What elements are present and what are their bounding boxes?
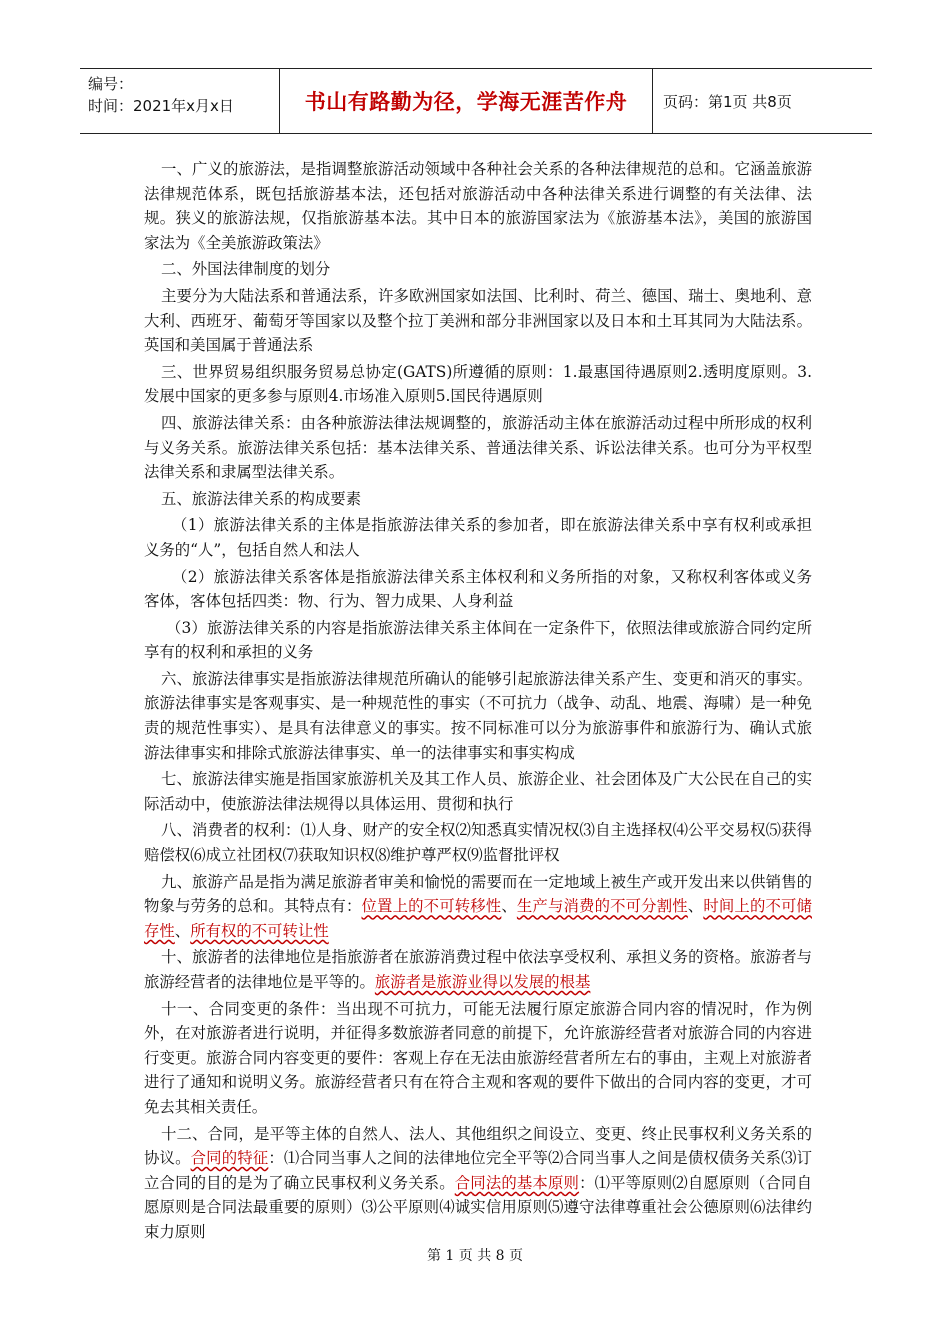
highlight-contract-law-principles: 合同法的基本原则 [454,1173,580,1192]
p13-sep-3: 、 [174,921,191,940]
header-motto: 书山有路勤为径，学海无涯苦作舟 [280,69,653,133]
paragraph-4: 三、世界贸易组织服务贸易总协定(GATS)所遵循的原则：1.最惠国待遇原则2.透明度原则。3.发展中国家的更多参与原则4.市场准入原则5.国民待遇原则 [144,362,812,406]
p14-text: 十、旅游者的法律地位是指旅游者在旅游消费过程中依法享受权利、承担义务的资格。旅游者与旅游经营者的法律地位是平等的。 [144,948,812,991]
number-label: 编号： [88,75,134,93]
paragraph-1: 一、广义的旅游法，是指调整旅游活动领域中各种社会关系的各种法律规范的总和。它涵盖旅游法律规范体系，既包括旅游基本法，还包括对旅游活动中各种法律关系进行调整的有关法律、法规。狭义的旅游法规，仅指旅游基本法。其中日本的旅游国家法为《旅游基本法》，美国的旅游国家法为《全美旅游政策法》 [144,160,812,252]
paragraph-15: 十一、合同变更的条件：当出现不可抗力，可能无法履行原定旅游合同内容的情况时，作为例外，在对旅游者进行说明，并征得多数旅游者同意的前提下，允许旅游经营者对旅游合同的内容进行变更。旅游合同内容变更的要件：客观上存在无法由旅游经营者所左右的事由，主观上对旅游者进行了通知和说明义务。旅游经营者只有在符合主观和客观的要件下做出的合同内容的变更，才可免去其相关责任。 [144,999,812,1116]
p16-text-a: 十二、合同，是平等主体的自然人、法人、其他组织之间设立、变更、终止民事权利义务关系的协议。 [144,1124,812,1168]
header-page-info: 页码：第1页 共8页 [663,92,792,111]
highlight-position-immovable: 位置上的不可转移性 [361,897,502,916]
paragraph-11: 七、旅游法律实施是指国家旅游机关及其工作人员、旅游企业、社会团体及广大公民在自己的实际活动中，使旅游法律法规得以具体运用、贯彻和执行 [144,770,812,813]
paragraph-16 [144,1122,812,1245]
header-meta [80,69,280,133]
highlight-time-unstorable: 时间上的不可储存性 [144,897,812,940]
p16-text-b: ：⑴合同当事人之间的法律地位完全平等⑵合同当事人之间是债权债务关系⑶订立合同的目的是为了确立民事权利义务关系。 [144,1149,812,1192]
paragraph-10: 六、旅游法律事实是指旅游法律规范所确认的能够引起旅游法律关系产生、变更和消灭的事实。旅游法律事实是客观事实、是一种规范性的事实（不可抗力（战争、动乱、地震、海啸）是一种免责的规范性事实）、是具有法律意义的事实。按不同标准可以分为旅游事件和旅游行为、确认式旅游法律事实和排除式旅游法律事实、单一的法律事实和事实构成 [144,669,812,762]
paragraph-13 [144,870,812,944]
p13-sep-2: 、 [687,897,704,916]
page-footer: 第 1 页 共 8 页 [426,1248,524,1264]
date-label: 时间：2021年x月x日 [88,97,234,115]
highlight-ownership-untransferable: 所有权的不可转让性 [190,921,329,940]
paragraph-12: 八、消费者的权利：⑴人身、财产的安全权⑵知悉真实情况权⑶自主选择权⑷公平交易权⑸获得赔偿权⑹成立社团权⑺获取知识权⑻维护尊严权⑼监督批评权 [144,821,812,865]
paragraph-3: 主要分为大陆法系和普通法系，许多欧洲国家如法国、比利时、荷兰、德国、瑞士、奥地利、意大利、西班牙、葡萄牙等国家以及整个拉丁美洲和部分非洲国家以及日本和土耳其同为大陆法系。英国和美国属于普通法系 [144,286,812,355]
highlight-contract-features: 合同的特征 [190,1149,269,1168]
paragraph-9: （3）旅游法律关系的内容是指旅游法律关系主体间在一定条件下，依照法律或旅游合同约定所享有的权利和承担的义务 [144,618,812,662]
paragraph-6: 五、旅游法律关系的构成要素 [161,489,362,508]
paragraph-14 [144,945,812,994]
paragraph-5: 四、旅游法律关系：由各种旅游法律法规调整的，旅游活动主体在旅游活动过程中所形成的权利与义务关系。旅游法律关系包括：基本法律关系、普通法律关系、诉讼法律关系。也可分为平权型法律关系和隶属型法律关系。 [144,413,812,482]
p13-text: 九、旅游产品是指为满足旅游者审美和愉悦的需要而在一定地域上被生产或开发出来以供销售的物象与劳务的总和。其特点有： [144,872,812,916]
p13-sep-1: 、 [501,897,517,916]
paragraph-8: （2）旅游法律关系客体是指旅游法律关系主体权利和义务所指的对象，又称权利客体或义务客体，客体包括四类：物、行为、智力成果、人身利益 [144,567,812,611]
document-body [144,157,812,1245]
highlight-tourist-foundation: 旅游者是旅游业得以发展的根基 [374,973,591,991]
p16-text-c: ：⑴平等原则⑵自愿原则（合同自愿原则是合同法最重要的原则）⑶公平原则⑷诚实信用原则⑸遵守法律尊重社会公德原则⑹法律约束力原则 [144,1173,812,1241]
paragraph-7: （1）旅游法律关系的主体是指旅游法律关系的参加者，即在旅游法律关系中享有权利或承担义务的“人”，包括自然人和法人 [144,516,812,559]
highlight-production-consumption: 生产与消费的不可分割性 [516,897,688,916]
page-header [80,68,872,134]
paragraph-2: 二、外国法律制度的划分 [161,260,331,279]
